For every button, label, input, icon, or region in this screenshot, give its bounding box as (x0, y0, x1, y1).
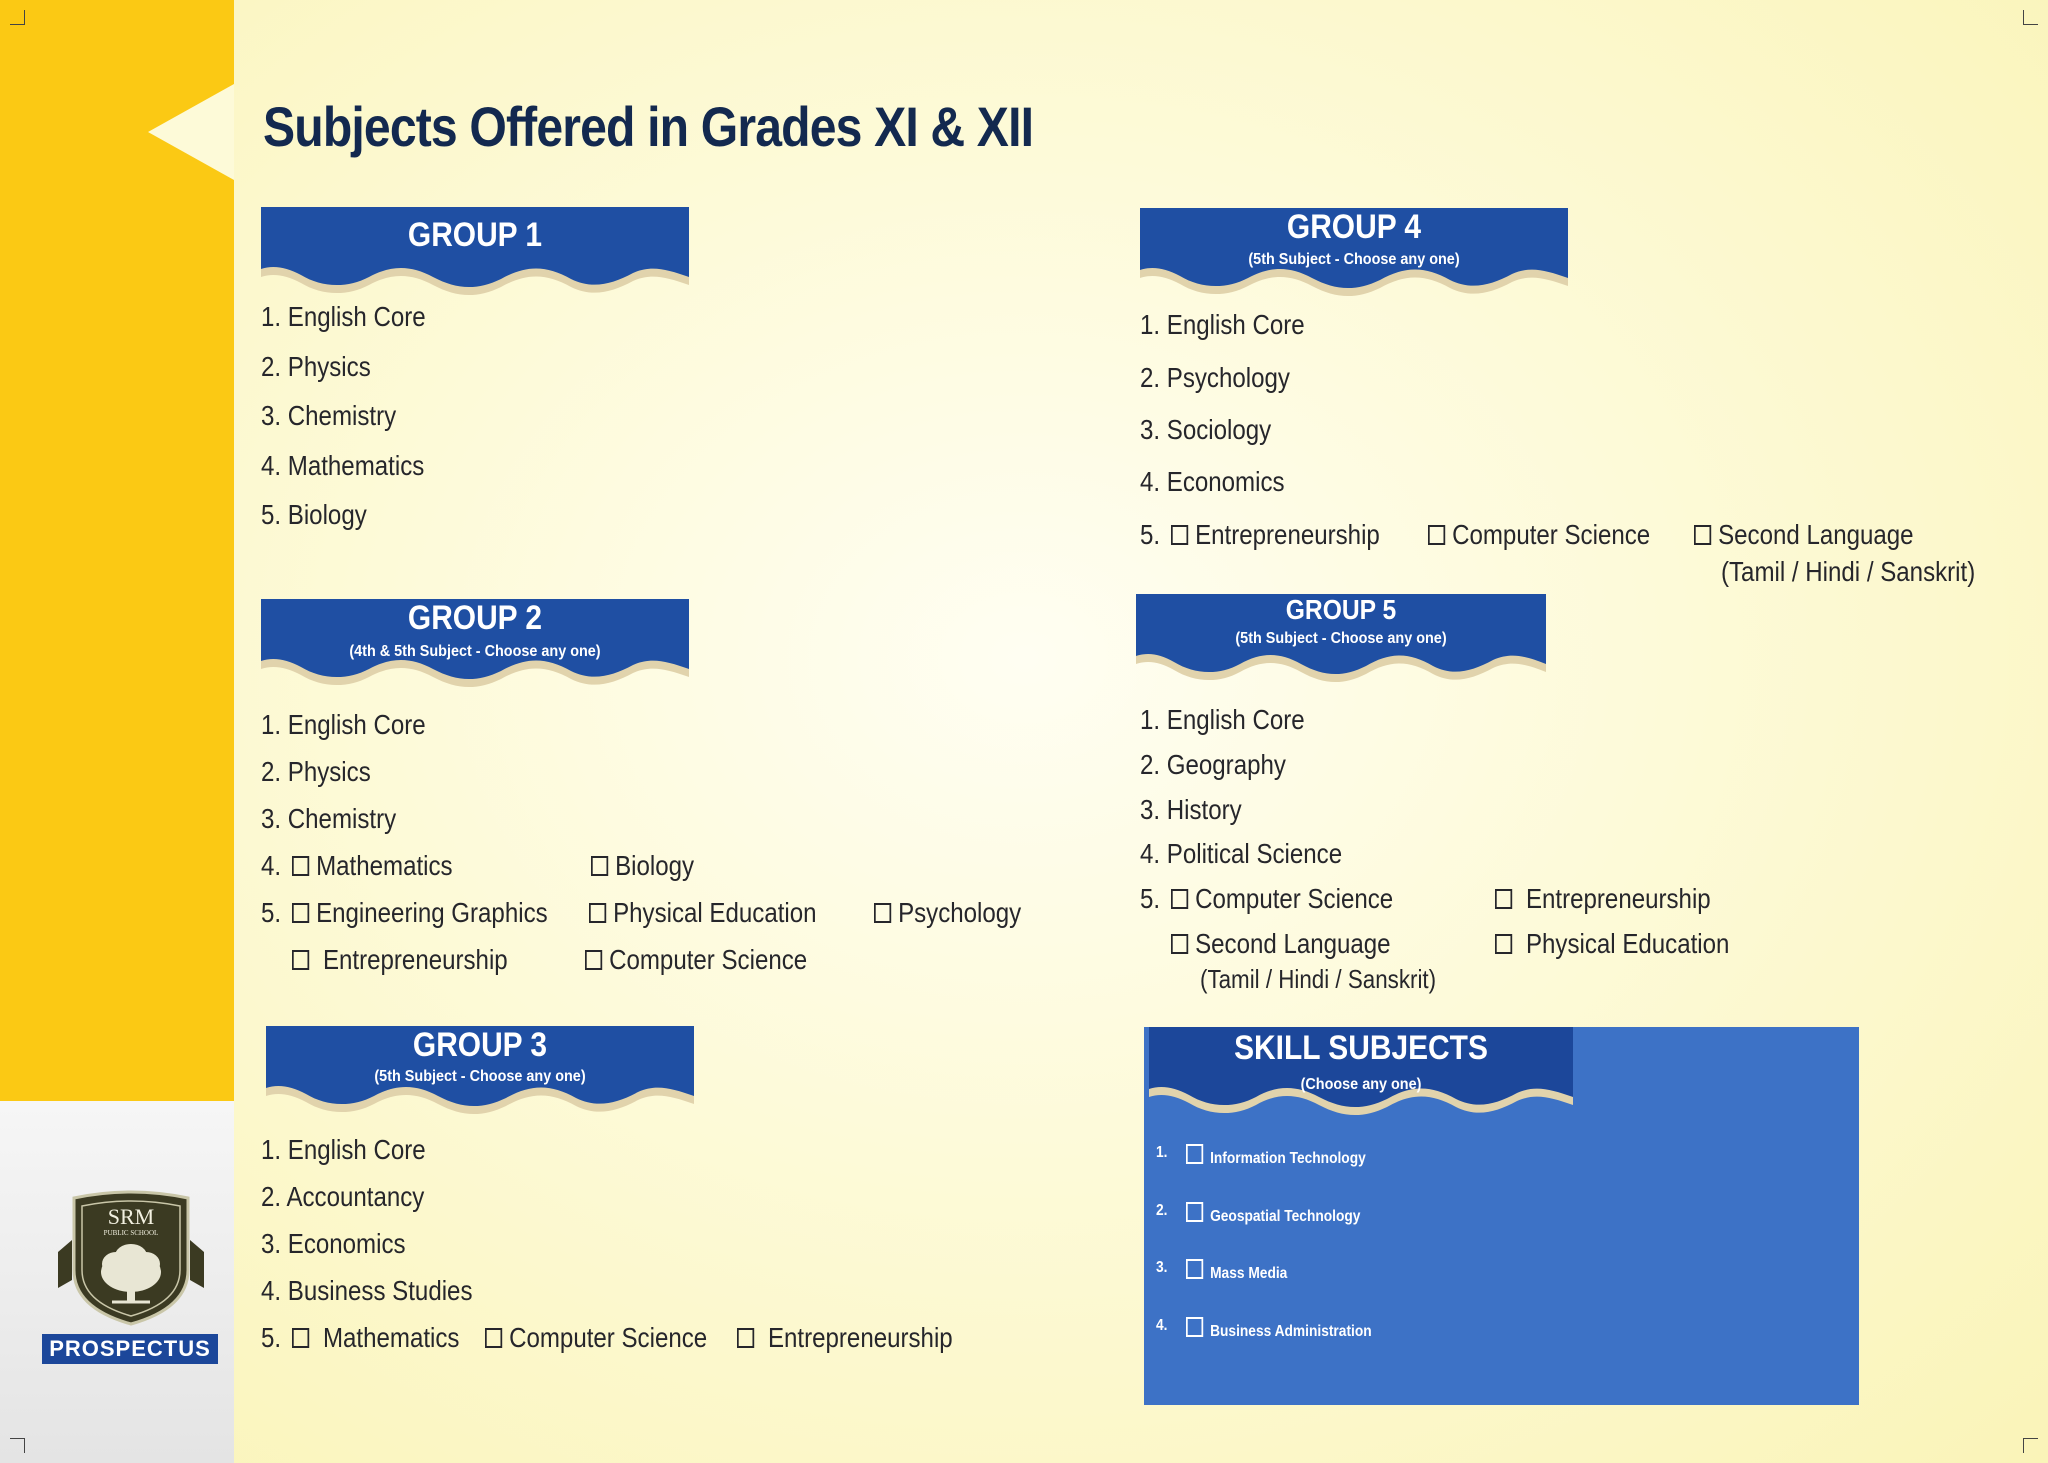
group2-subtitle: (4th & 5th Subject - Choose any one) (349, 643, 601, 660)
option-computer-science[interactable]: Computer Science (1171, 883, 1393, 915)
list-item: 1. English Core (261, 301, 426, 332)
language-note: (Tamil / Hindi / Sanskrit) (1721, 556, 1976, 587)
logo-subtitle: PUBLIC SCHOOL (103, 1229, 159, 1237)
checkbox-icon[interactable] (1171, 889, 1188, 909)
checkbox-icon[interactable] (292, 1328, 309, 1348)
list-item: 3. Chemistry (261, 400, 397, 431)
list-item-number: 4. (261, 850, 282, 881)
list-item: 2. Psychology (1140, 362, 1290, 393)
skill-item-number: 2. (1156, 1202, 1168, 1219)
sidebar-arrow-notch (148, 84, 234, 180)
school-crest-logo (52, 1190, 210, 1330)
option-computer-science[interactable]: Computer Science (585, 944, 807, 976)
skill-item-number: 3. (1156, 1259, 1168, 1276)
skill-item-number: 4. (1156, 1317, 1168, 1334)
list-item: 4. Business Studies (261, 1275, 473, 1306)
checkbox-icon[interactable] (585, 950, 602, 970)
group3-banner (266, 1026, 694, 1122)
group5-title: GROUP 5 (1285, 594, 1397, 625)
checkbox-icon[interactable] (292, 950, 309, 970)
checkbox-icon[interactable] (1186, 1317, 1203, 1337)
option-entrepreneurship[interactable]: Entrepreneurship (292, 944, 508, 976)
group5-banner (1136, 594, 1564, 690)
list-item: 1. English Core (261, 709, 426, 740)
checkbox-icon[interactable] (1186, 1144, 1203, 1164)
list-item: 2. Physics (261, 351, 371, 382)
option-mathematics[interactable]: Mathematics (292, 1322, 459, 1354)
group1-banner (261, 207, 689, 303)
crop-mark-icon (2023, 10, 2038, 25)
crop-mark-icon (10, 1438, 25, 1453)
group2-banner (261, 599, 689, 695)
list-item: 5. Biology (261, 499, 367, 530)
checkbox-icon[interactable] (1428, 525, 1445, 545)
language-note: (Tamil / Hindi / Sanskrit) (1200, 964, 1437, 994)
checkbox-icon[interactable] (1186, 1202, 1203, 1222)
option-information-technology[interactable]: Information Technology (1186, 1144, 1366, 1168)
list-item: 4. Mathematics (261, 450, 425, 481)
skill-subjects-panel (1144, 1027, 1859, 1405)
checkbox-icon[interactable] (485, 1328, 502, 1348)
checkbox-icon[interactable] (1171, 934, 1188, 954)
option-physical-education[interactable]: Physical Education (589, 897, 817, 929)
list-item: 2. Geography (1140, 749, 1286, 780)
crop-mark-icon (10, 10, 25, 25)
checkbox-icon[interactable] (1694, 525, 1711, 545)
option-physical-education[interactable]: Physical Education (1495, 928, 1729, 960)
checkbox-icon[interactable] (292, 856, 309, 876)
checkbox-icon[interactable] (874, 903, 891, 923)
list-item-number: 5. (1140, 883, 1161, 914)
list-item: 1. English Core (1140, 309, 1305, 340)
group1-title: GROUP 1 (407, 216, 543, 254)
option-biology[interactable]: Biology (591, 850, 694, 882)
list-item: 4. Economics (1140, 466, 1285, 497)
list-item: 3. Economics (261, 1228, 406, 1259)
list-item: 2. Physics (261, 756, 371, 787)
skill-subtitle: (Choose any one) (1300, 1076, 1422, 1093)
logo-name: SRM (107, 1204, 155, 1229)
checkbox-icon[interactable] (292, 903, 309, 923)
crop-mark-icon (2023, 1438, 2038, 1453)
list-item: 2. Accountancy (261, 1181, 425, 1212)
option-computer-science[interactable]: Computer Science (1428, 519, 1650, 551)
list-item: 3. Sociology (1140, 414, 1272, 445)
list-item: 1. English Core (1140, 704, 1305, 735)
checkbox-icon[interactable] (1495, 934, 1512, 954)
option-mass-media[interactable]: Mass Media (1186, 1259, 1287, 1283)
skill-title: SKILL SUBJECTS (1234, 1029, 1488, 1067)
checkbox-icon[interactable] (591, 856, 608, 876)
checkbox-icon[interactable] (1186, 1259, 1203, 1279)
group4-title: GROUP 4 (1286, 208, 1422, 246)
option-business-administration[interactable]: Business Administration (1186, 1317, 1372, 1341)
group3-subtitle: (5th Subject - Choose any one) (374, 1068, 586, 1085)
page-title: Subjects Offered in Grades XI & XII (263, 95, 1034, 158)
prospectus-label: PROSPECTUS (42, 1334, 218, 1364)
group5-subtitle: (5th Subject - Choose any one) (1235, 630, 1447, 647)
group2-title: GROUP 2 (407, 599, 543, 637)
option-entrepreneurship[interactable]: Entrepreneurship (737, 1322, 953, 1354)
option-second-language[interactable]: Second Language (1694, 519, 1914, 551)
skill-banner (1149, 1027, 1573, 1123)
option-second-language[interactable]: Second Language (1171, 928, 1391, 960)
option-computer-science[interactable]: Computer Science (485, 1322, 707, 1354)
list-item: 4. Political Science (1140, 838, 1343, 869)
list-item: 1. English Core (261, 1134, 426, 1165)
group3-title: GROUP 3 (412, 1026, 548, 1064)
option-mathematics[interactable]: Mathematics (292, 850, 453, 882)
skill-item-number: 1. (1156, 1144, 1168, 1161)
option-psychology[interactable]: Psychology (874, 897, 1021, 929)
option-geospatial-technology[interactable]: Geospatial Technology (1186, 1202, 1360, 1226)
checkbox-icon[interactable] (737, 1328, 754, 1348)
group4-banner (1140, 208, 1568, 304)
list-item: 3. History (1140, 794, 1242, 825)
group4-subtitle: (5th Subject - Choose any one) (1248, 251, 1460, 268)
checkbox-icon[interactable] (1495, 889, 1512, 909)
option-engineering-graphics[interactable]: Engineering Graphics (292, 897, 548, 929)
list-item-number: 5. (261, 1322, 282, 1353)
option-entrepreneurship[interactable]: Entrepreneurship (1171, 519, 1380, 551)
list-item-number: 5. (1140, 519, 1161, 550)
list-item-number: 5. (261, 897, 282, 928)
option-entrepreneurship[interactable]: Entrepreneurship (1495, 883, 1711, 915)
list-item: 3. Chemistry (261, 803, 397, 834)
checkbox-icon[interactable] (1171, 525, 1188, 545)
checkbox-icon[interactable] (589, 903, 606, 923)
